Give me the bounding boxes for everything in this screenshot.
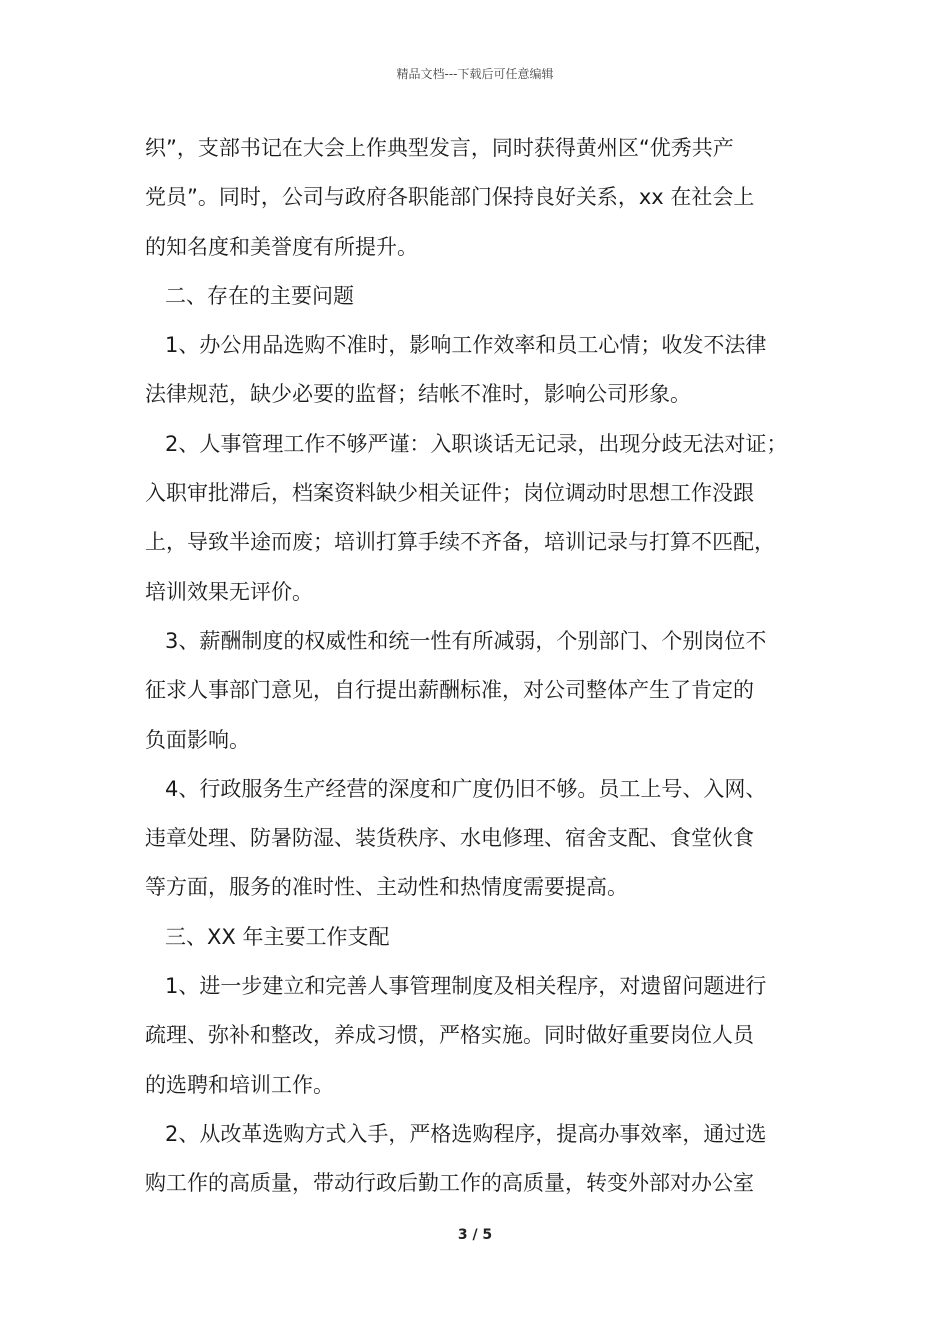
text-line: 3、薪酬制度的权威性和统一性有所减弱，个别部门、个别岗位不	[165, 628, 767, 653]
text-line: 的选聘和培训工作。	[145, 1072, 334, 1097]
text-line: 2、人事管理工作不够严谨：入职谈话无记录，出现分歧无法对证；	[165, 431, 788, 456]
text-line: 培训效果无评价。	[145, 579, 313, 604]
text-line: 4、行政服务生产经营的深度和广度仍旧不够。员工上号、入网、	[165, 776, 767, 801]
page-number: 3 / 5	[457, 1227, 493, 1243]
text-line: 违章处理、防暑防湿、装货秩序、水电修理、宿舍支配、食堂伙食	[145, 826, 754, 851]
section-heading: 二、存在的主要问题	[165, 283, 354, 308]
text-line: 入职审批滞后，档案资料缺少相关证件；岗位调动时思想工作没跟	[145, 481, 754, 506]
text-line: 疏理、弥补和整改，养成习惯，严格实施。同时做好重要岗位人员	[145, 1023, 754, 1048]
page-header: 精品文档---下载后可任意编辑	[396, 67, 554, 81]
text-line: 1、办公用品选购不准时，影响工作效率和员工心情；收发不法律	[165, 333, 767, 358]
text-line: 1、进一步建立和完善人事管理制度及相关程序，对遗留问题进行	[165, 974, 767, 999]
document-body	[145, 124, 817, 1209]
text-line: 等方面，服务的准时性、主动性和热情度需要提高。	[145, 875, 628, 900]
text-line: 2、从改革选购方式入手，严格选购程序，提高办事效率，通过选	[165, 1121, 767, 1146]
text-line: 法律规范，缺少必要的监督；结帐不准时，影响公司形象。	[145, 382, 691, 407]
section-heading: 三、XX 年主要工作支配	[165, 924, 390, 949]
text-line: 征求人事部门意见，自行提出薪酬标准，对公司整体产生了肯定的	[145, 678, 754, 703]
text-line: 织”，支部书记在大会上作典型发言，同时获得黄州区“优秀共产	[145, 136, 734, 160]
text-line: 负面影响。	[145, 727, 250, 752]
text-line: 的知名度和美誉度有所提升。	[145, 234, 418, 259]
text-line: 党员”。同时，公司与政府各职能部门保持良好关系，xx 在社会上	[145, 185, 755, 210]
text-line: 上，导致半途而废；培训打算手续不齐备，培训记录与打算不匹配，	[145, 530, 775, 555]
text-line: 购工作的高质量，带动行政后勤工作的高质量，转变外部对办公室	[145, 1171, 754, 1196]
